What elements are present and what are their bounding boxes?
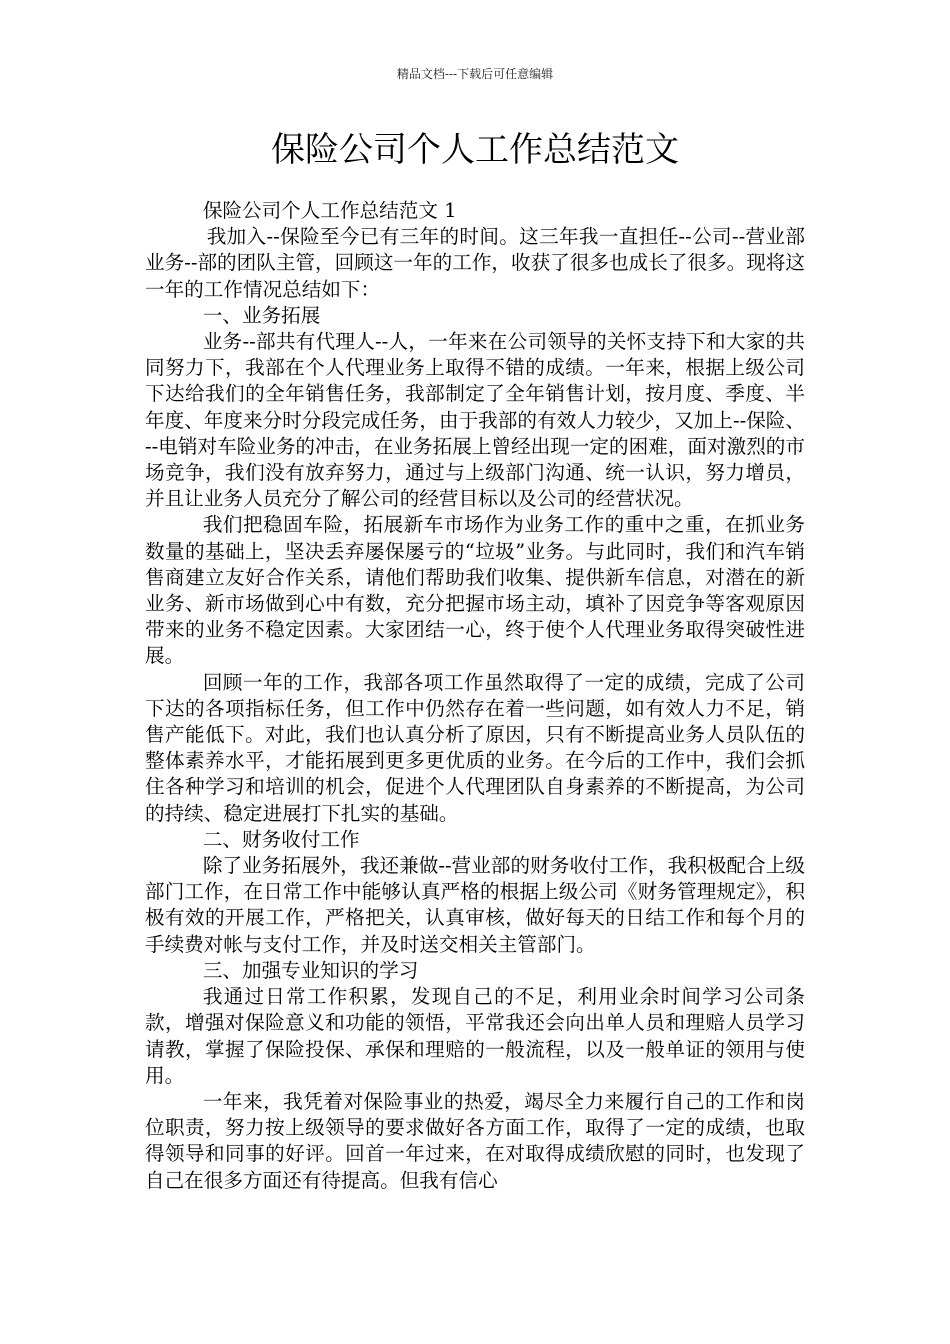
paragraph-car-insurance: 我们把稳固车险，拓展新车市场作为业务工作的重中之重，在抓业务数量的基础上，坚决丢弃屡保屡亏的“垃圾”业务。与此同时，我们和汽车销售商建立友好合作关系，请他们帮助我们收集、提供新车信息，对潜在的新业务、新市场做到心中有数，充分把握市场主动，填补了因竞争等客观原因带来的业务不稳定因素。大家团结一心，终于使个人代理业务取得突破性进展。 [145,513,805,668]
paragraph-study: 我通过日常工作积累，发现自己的不足，利用业余时间学习公司条款，增强对保险意义和功能的领悟，平常我还会向出单人员和理赔人员学习请教，掌握了保险投保、承保和理赔的一般流程，以及一般单证的领用与使用。 [145,985,805,1087]
document-subtitle: 保险公司个人工作总结范文 1 [202,199,457,222]
paragraph-review: 回顾一年的工作，我部各项工作虽然取得了一定的成绩，完成了公司下达的各项指标任务，但工作中仍然存在着一些问题，如有效人力不足，销售产能低下。对此，我们也认真分析了原因，只有不断提高业务人员队伍的整体素养水平，才能拓展到更多更优质的业务。在今后的工作中，我们会抓住各种学习和培训的机会，促进个人代理团队自身素养的不断提高，为公司的持续、稳定进展打下扎实的基础。 [145,670,805,825]
document-title: 保险公司个人工作总结范文 [271,130,679,170]
section-heading-business: 一、业务拓展 [202,303,321,327]
paragraph-finance: 除了业务拓展外，我还兼做--营业部的财务收付工作，我积极配合上级部门工作，在日常工作中能够认真严格的根据上级公司《财务管理规定》，积极有效的开展工作，严格把关，认真审核，做好每天的日结工作和每个月的手续费对帐与支付工作，并及时送交相关主管部门。 [145,854,805,956]
section-heading-finance: 二、财务收付工作 [202,827,360,851]
document-body [145,198,805,1194]
paragraph-business-overview: 业务--部共有代理人--人，一年来在公司领导的关怀支持下和大家的共同努力下，我部在个人代理业务上取得不错的成绩。一年来，根据上级公司下达给我们的全年销售任务，我部制定了全年销售计划，按月度、季度、半年度、年度来分时分段完成任务，由于我部的有效人力较少，又加上--保险、--电销对车险业务的冲击，在业务拓展上曾经出现一定的困难，面对激烈的市场竞争，我们没有放弃努力，通过与上级部门沟通、统一认识，努力增员，并且让业务人员充分了解公司的经营目标以及公司的经营状况。 [145,330,805,511]
paragraph-intro: 我加入--保险至今已有三年的时间。这三年我一直担任--公司--营业部业务--部的团队主管，回顾这一年的工作，收获了很多也成长了很多。现将这一年的工作情况总结如下： [145,225,805,301]
section-heading-study: 三、加强专业知识的学习 [202,958,419,982]
paragraph-closing: 一年来，我凭着对保险事业的热爱，竭尽全力来履行自己的工作和岗位职责，努力按上级领导的要求做好各方面工作，取得了一定的成绩，也取得领导和同事的好评。回首一年过来，在对取得成绩欣慰的同时，也发现了自己在很多方面还有待提高。但我有信心 [145,1089,805,1192]
header-note: 精品文档---下载后可任意编辑 [396,67,554,81]
